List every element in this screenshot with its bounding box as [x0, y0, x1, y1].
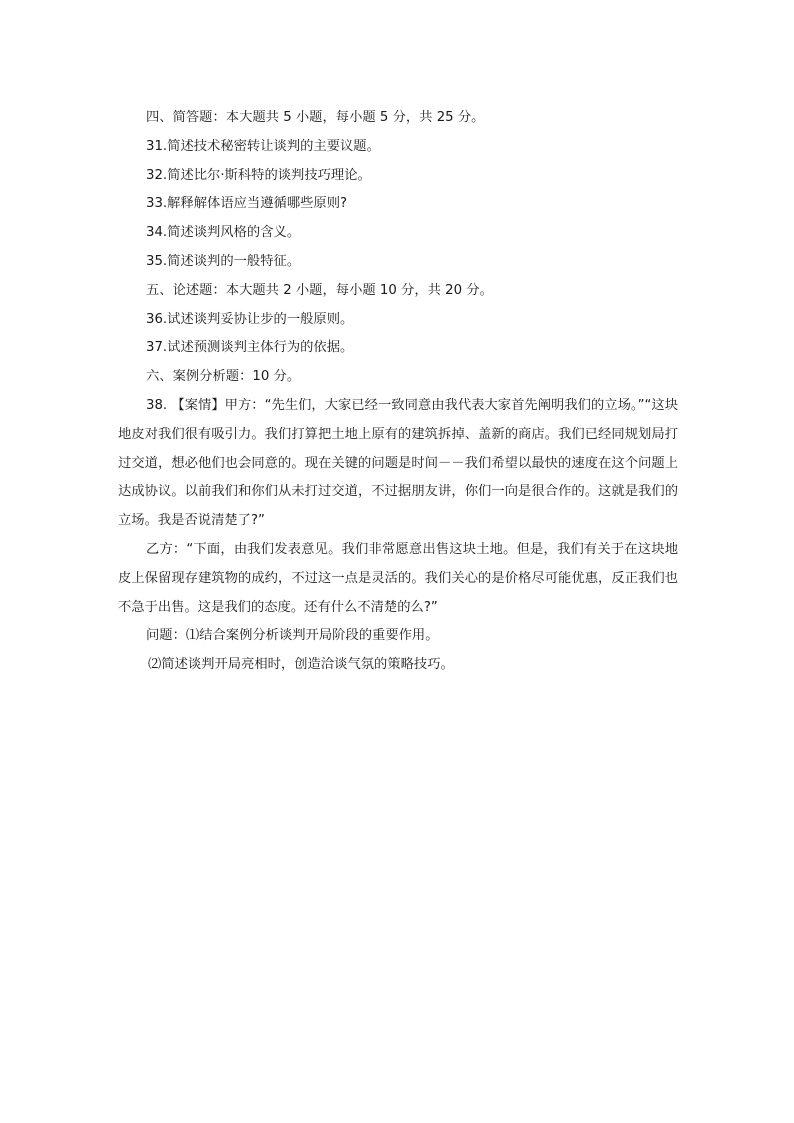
case-question-2: ⑵简述谈判开局亮相时，创造洽谈气氛的策略技巧。 — [148, 657, 454, 673]
section-5-heading: 五、论述题：本大题共 2 小题，每小题 10 分，共 20 分。 — [146, 282, 493, 298]
case-question-1: 问题：⑴结合案例分析谈判开局阶段的重要作用。 — [146, 628, 439, 644]
question-37: 37.试述预测谈判主体行为的依据。 — [146, 340, 354, 356]
section-4-heading: 四、简答题：本大题共 5 小题，每小题 5 分，共 25 分。 — [146, 110, 485, 125]
section-6-heading: 六、案例分析题：10 分。 — [146, 369, 301, 385]
question-35: 35.简述谈判的一般特征。 — [146, 253, 301, 269]
question-32: 32.简述比尔·斯科特的谈判技巧理论。 — [146, 167, 371, 183]
question-33: 33.解释解体语应当遵循哪些原则? — [146, 196, 348, 212]
case-party-b-statement: 乙方：“下面，由我们发表意见。我们非常愿意出售这块土地。但是，我们有关于在这块地皮上保留现存建筑物的成约，不过这一点是灵活的。我们关心的是价格尽可能优惠，反正我们也不急于出售。这是我们的态度。还有什么不清楚的么?” — [118, 541, 678, 615]
question-34: 34.简述谈判风格的含义。 — [146, 225, 301, 241]
case-party-a-statement: 38. 【案情】甲方：“先生们，大家已经一致同意由我代表大家首先阐明我们的立场。”“这块地皮对我们很有吸引力。我们打算把土地上原有的建筑拆掉、盖新的商店。我们已经同规划局打过交道，想必他们也会同意的。现在关键的问题是时间－－我们希望以最快的速度在这个问题上达成协议。以前我们和你们从未打过交道，不过据朋友讲，你们一向是很合作的。这就是我们的立场。我是否说清楚了?” — [118, 397, 678, 529]
question-36: 36.试述谈判妥协让步的一般原则。 — [146, 311, 354, 327]
exam-content — [118, 104, 678, 680]
question-31: 31.简述技术秘密转让谈判的主要议题。 — [146, 138, 380, 154]
